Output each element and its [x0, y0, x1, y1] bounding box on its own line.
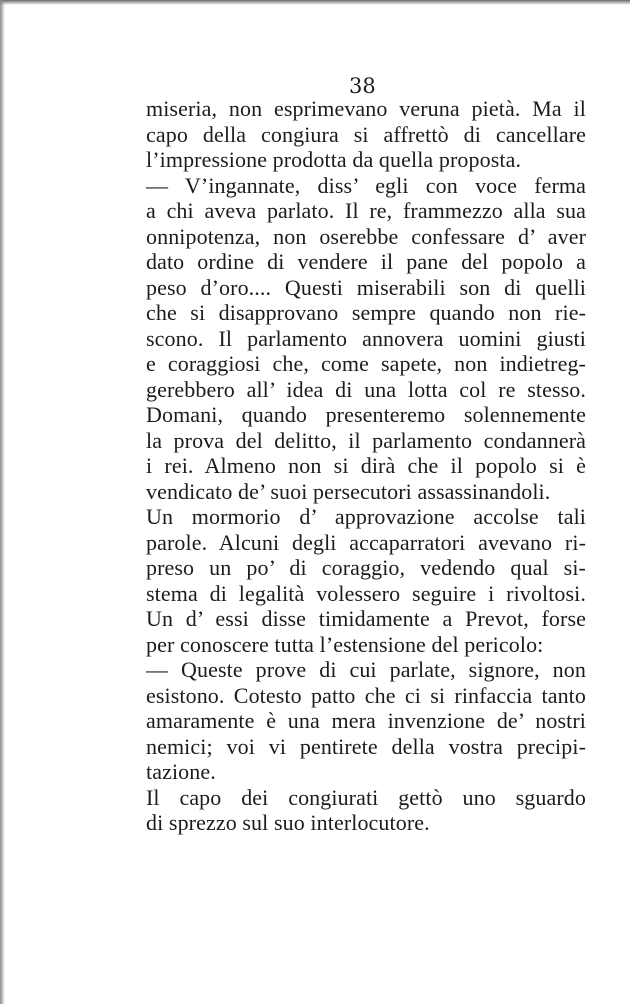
text-line: di sprezzo sul suo interlocutore.	[146, 810, 430, 835]
text-line: tazione.	[146, 759, 216, 784]
text-line: dato ordine di vendere il pane del popolo a	[146, 249, 586, 274]
text-line: per conoscere tutta l’estensione del pericolo:	[146, 631, 544, 657]
text-line: nemici; voi vi pentirete della vostra precipi-	[146, 733, 586, 759]
text-line: Il capo dei congiurati gettò uno sguardo	[146, 784, 586, 810]
text-line: gerebbero all’ idea di una lotta col re stesso.	[146, 376, 586, 402]
text-line: amaramente è una mera invenzione de’ nostri	[146, 708, 586, 733]
text-line: la prova del delitto, il parlamento condannerà	[146, 427, 586, 453]
text-line: Un mormorio d’ approvazione accolse tali	[146, 504, 586, 529]
text-line: peso d’oro.... Questi miserabili son di quelli	[146, 274, 586, 300]
text-line: miseria, non esprimevano veruna pietà. Ma il	[146, 96, 586, 121]
text-line: vendicato de’ suoi persecutori assassinandoli.	[146, 478, 551, 504]
text-line: onnipotenza, non oserebbe confessare d’ aver	[146, 223, 586, 249]
body-text	[146, 96, 586, 836]
text-line: stema di legalità volessero seguire i rivoltosi.	[146, 580, 586, 606]
text-line: i rei. Almeno non si dirà che il popolo si è	[146, 453, 586, 478]
text-line: a chi aveva parlato. Il re, frammezzo alla sua	[146, 198, 586, 223]
text-line: — V’ingannate, diss’ egli con voce ferma	[146, 172, 586, 198]
text-line: esistono. Cotesto patto che ci si rinfaccia tanto	[146, 682, 586, 708]
text-line: l’impressione prodotta da quella proposta.	[146, 147, 522, 172]
text-line: scono. Il parlamento annovera uomini giusti	[146, 325, 586, 351]
text-line: parole. Alcuni degli accaparratori avevano ri-	[146, 529, 586, 555]
text-line: Un d’ essi disse timidamente a Prevot, forse	[146, 606, 586, 631]
page-edge-top	[0, 0, 630, 5]
text-line: che si disapprovano sempre quando non rie-	[146, 300, 586, 325]
page-edge-left	[0, 0, 5, 1004]
text-line: e coraggiosi che, come sapete, non indietreg-	[146, 351, 586, 376]
text-line: Domani, quando presenteremo solennemente	[146, 402, 586, 427]
text-line: capo della congiura si affrettò di cancellare	[146, 121, 586, 147]
text-line: preso un po’ di coraggio, vedendo qual si-	[146, 555, 586, 580]
page-number: 38	[349, 74, 376, 98]
text-line: — Queste prove di cui parlate, signore, non	[146, 657, 586, 682]
